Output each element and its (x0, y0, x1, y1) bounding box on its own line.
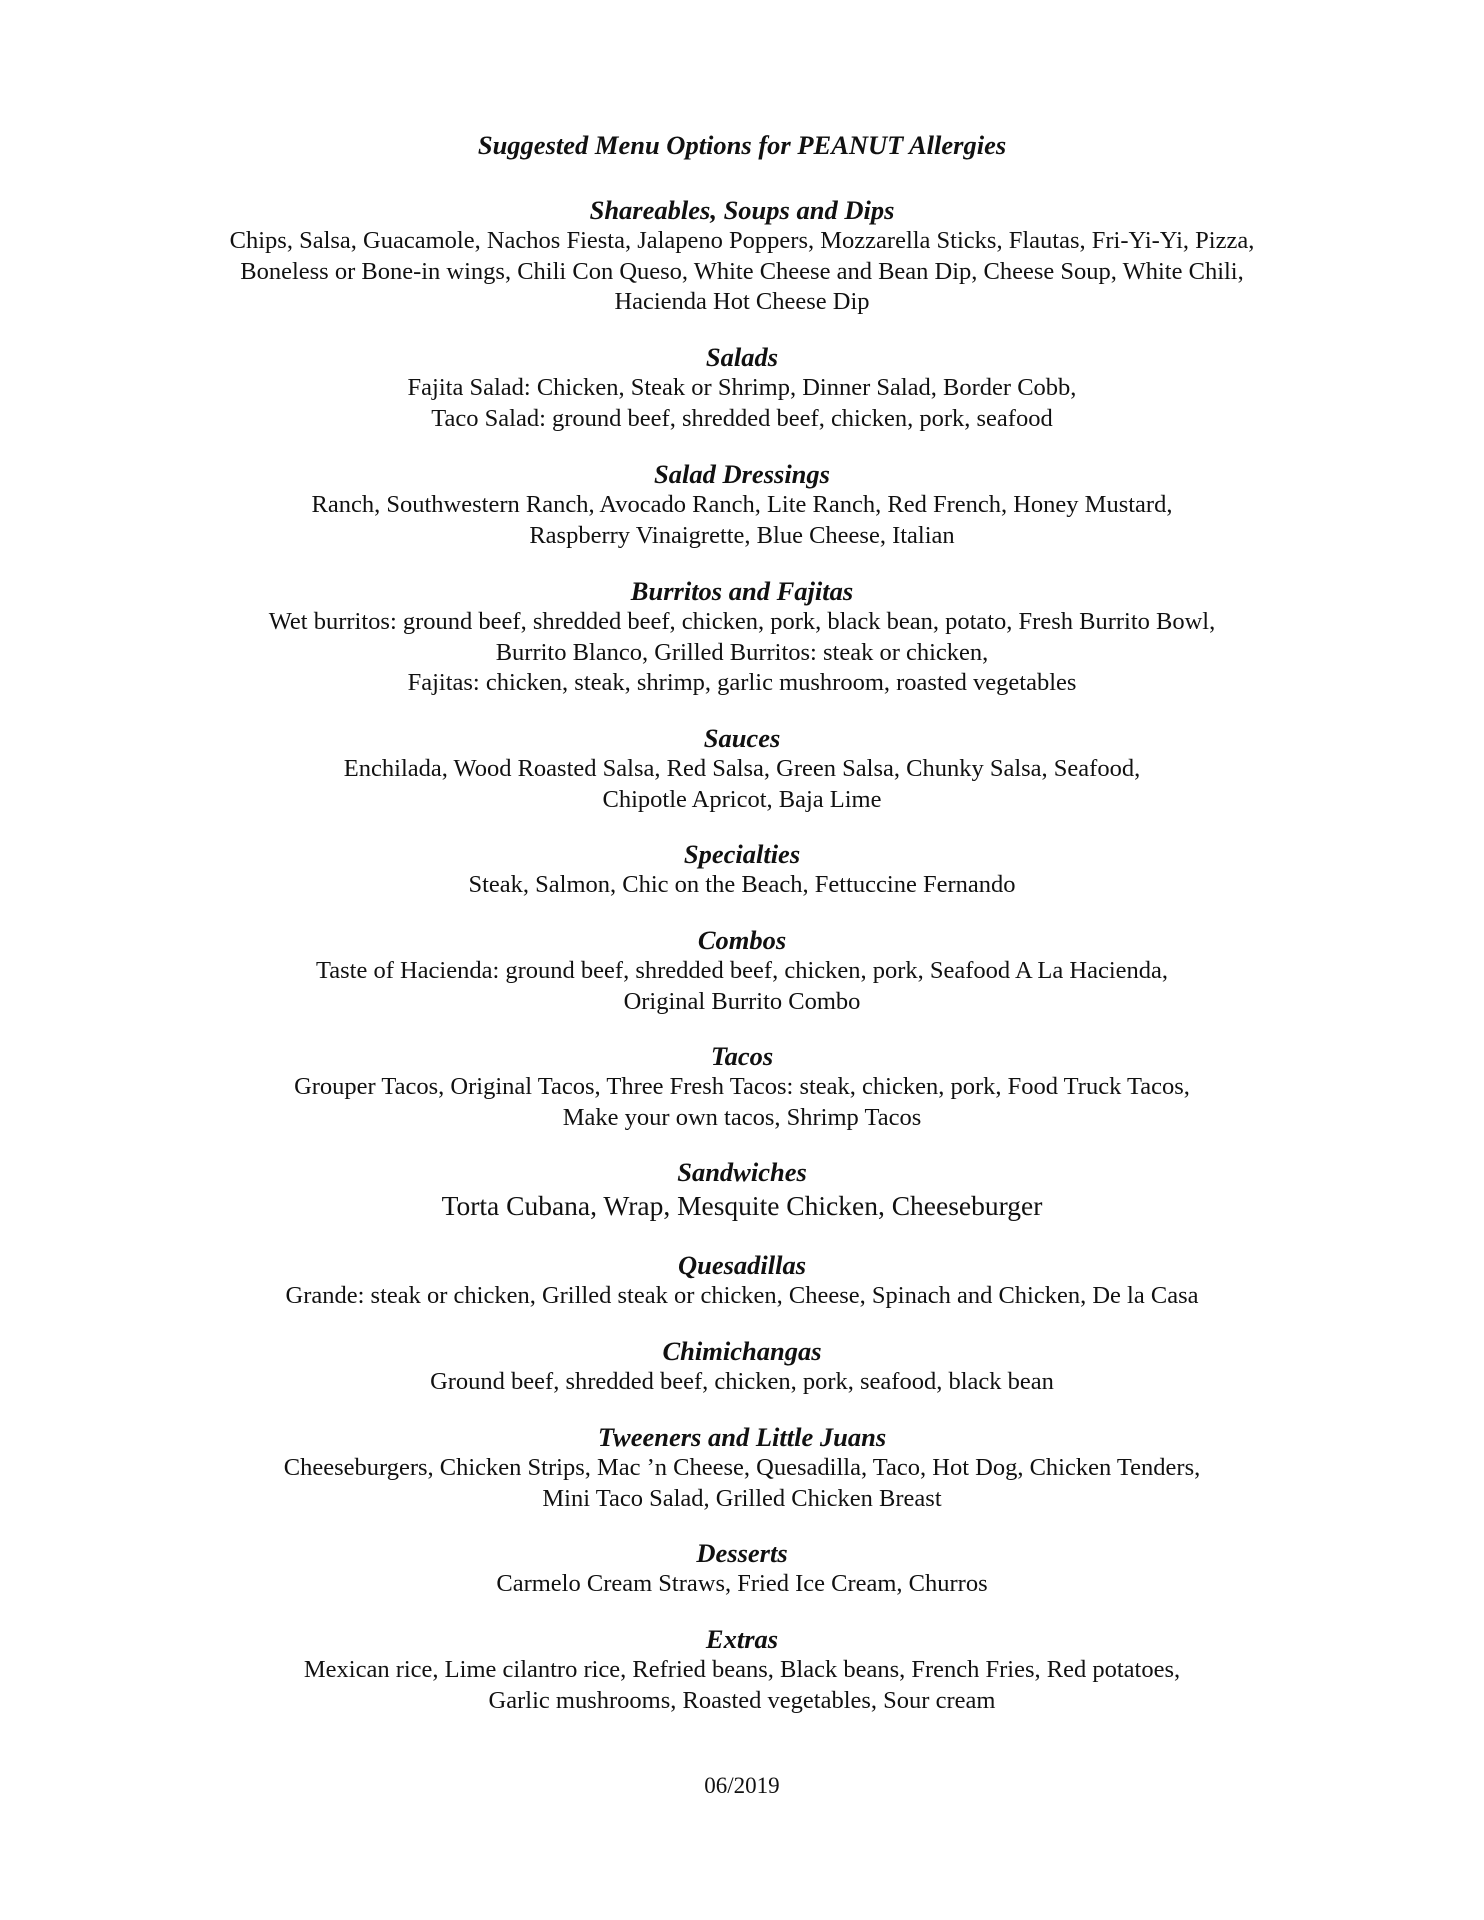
section-salad-dressings (0, 459, 1484, 551)
section-items (0, 373, 1484, 434)
item-line: Steak, Salmon, Chic on the Beach, Fettuccine Fernando (468, 871, 1016, 898)
section-tacos (0, 1041, 1484, 1133)
section-items (0, 1453, 1484, 1514)
section-items (0, 870, 1484, 901)
section-heading: Sauces (703, 723, 781, 753)
section-heading: Tacos (710, 1041, 774, 1071)
section-extras (0, 1624, 1484, 1716)
item-line: Cheeseburgers, Chicken Strips, Mac ’n Cheese, Quesadilla, Taco, Hot Dog, Chicken Tenders, (283, 1454, 1201, 1481)
item-line: Grouper Tacos, Original Tacos, Three Fresh Tacos: steak, chicken, pork, Food Truck Tacos, (294, 1073, 1190, 1100)
section-items (0, 956, 1484, 1017)
item-line: Hacienda Hot Cheese Dip (614, 288, 870, 315)
item-line: Carmelo Cream Straws, Fried Ice Cream, Churros (496, 1570, 988, 1597)
section-heading: Sandwiches (677, 1157, 807, 1187)
section-heading: Desserts (696, 1538, 788, 1568)
item-line: Make your own tacos, Shrimp Tacos (562, 1103, 922, 1131)
section-heading: Shareables, Soups and Dips (589, 195, 895, 225)
section-items (0, 1569, 1484, 1600)
section-tweeners (0, 1422, 1484, 1514)
section-burritos-fajitas (0, 576, 1484, 699)
item-line: Fajitas: chicken, steak, shrimp, garlic mushroom, roasted vegetables (407, 669, 1077, 696)
item-line: Chipotle Apricot, Baja Lime (602, 785, 882, 813)
section-sandwiches (0, 1157, 1484, 1223)
item-line: Grande: steak or chicken, Grilled steak or chicken, Cheese, Spinach and Chicken, De la Casa (285, 1282, 1199, 1309)
section-chimichangas (0, 1336, 1484, 1398)
section-heading: Specialties (683, 839, 801, 869)
item-line: Ground beef, shredded beef, chicken, pork, seafood, black bean (430, 1368, 1054, 1395)
item-line: Chips, Salsa, Guacamole, Nachos Fiesta, Jalapeno Poppers, Mozzarella Sticks, Flautas, Fri-Yi-Yi, Pizza, (229, 227, 1255, 254)
section-heading: Quesadillas (677, 1250, 807, 1280)
section-heading: Salad Dressings (654, 459, 830, 489)
item-line: Burrito Blanco, Grilled Burritos: steak or chicken, (495, 638, 989, 666)
item-line: Torta Cubana, Wrap, Mesquite Chicken, Cheeseburger (441, 1190, 1043, 1221)
section-heading: Combos (697, 925, 787, 955)
section-heading: Chimichangas (662, 1336, 822, 1366)
item-line: Boneless or Bone-in wings, Chili Con Queso, White Cheese and Bean Dip, Cheese Soup, White Chili, (240, 257, 1244, 285)
section-quesadillas (0, 1250, 1484, 1312)
item-line: Fajita Salad: Chicken, Steak or Shrimp, Dinner Salad, Border Cobb, (407, 374, 1077, 401)
section-desserts (0, 1538, 1484, 1600)
item-line: Raspberry Vinaigrette, Blue Cheese, Italian (529, 521, 955, 549)
section-salads (0, 342, 1484, 434)
section-items (0, 1072, 1484, 1133)
item-line: Wet burritos: ground beef, shredded beef, chicken, pork, black bean, potato, Fresh Burrito Bowl, (268, 608, 1216, 635)
section-items (0, 226, 1484, 318)
section-heading: Burritos and Fajitas (630, 576, 854, 606)
section-shareables (0, 195, 1484, 318)
section-heading: Tweeners and Little Juans (597, 1422, 887, 1452)
section-combos (0, 925, 1484, 1017)
section-heading: Extras (705, 1624, 779, 1654)
section-items (0, 1281, 1484, 1312)
section-specialties (0, 839, 1484, 901)
item-line: Taco Salad: ground beef, shredded beef, chicken, pork, seafood (431, 404, 1053, 432)
section-items (0, 607, 1484, 699)
item-line: Mini Taco Salad, Grilled Chicken Breast (542, 1484, 942, 1512)
section-heading: Salads (705, 342, 779, 372)
item-line: Ranch, Southwestern Ranch, Avocado Ranch, Lite Ranch, Red French, Honey Mustard, (311, 491, 1173, 518)
item-line: Mexican rice, Lime cilantro rice, Refried beans, Black beans, French Fries, Red potatoes, (303, 1656, 1181, 1683)
section-items (0, 1655, 1484, 1716)
section-items (0, 490, 1484, 551)
section-items (0, 754, 1484, 815)
section-sauces (0, 723, 1484, 815)
item-line: Garlic mushrooms, Roasted vegetables, Sour cream (488, 1686, 996, 1714)
section-items (0, 1367, 1484, 1398)
item-line: Taste of Hacienda: ground beef, shredded beef, chicken, pork, Seafood A La Hacienda, (315, 957, 1169, 984)
item-line: Original Burrito Combo (623, 987, 861, 1015)
section-items (0, 1189, 1484, 1223)
item-line: Enchilada, Wood Roasted Salsa, Red Salsa, Green Salsa, Chunky Salsa, Seafood, (343, 755, 1141, 782)
revision-date: 06/2019 (704, 1773, 780, 1798)
page-title: Suggested Menu Options for PEANUT Allergies (477, 130, 1007, 160)
